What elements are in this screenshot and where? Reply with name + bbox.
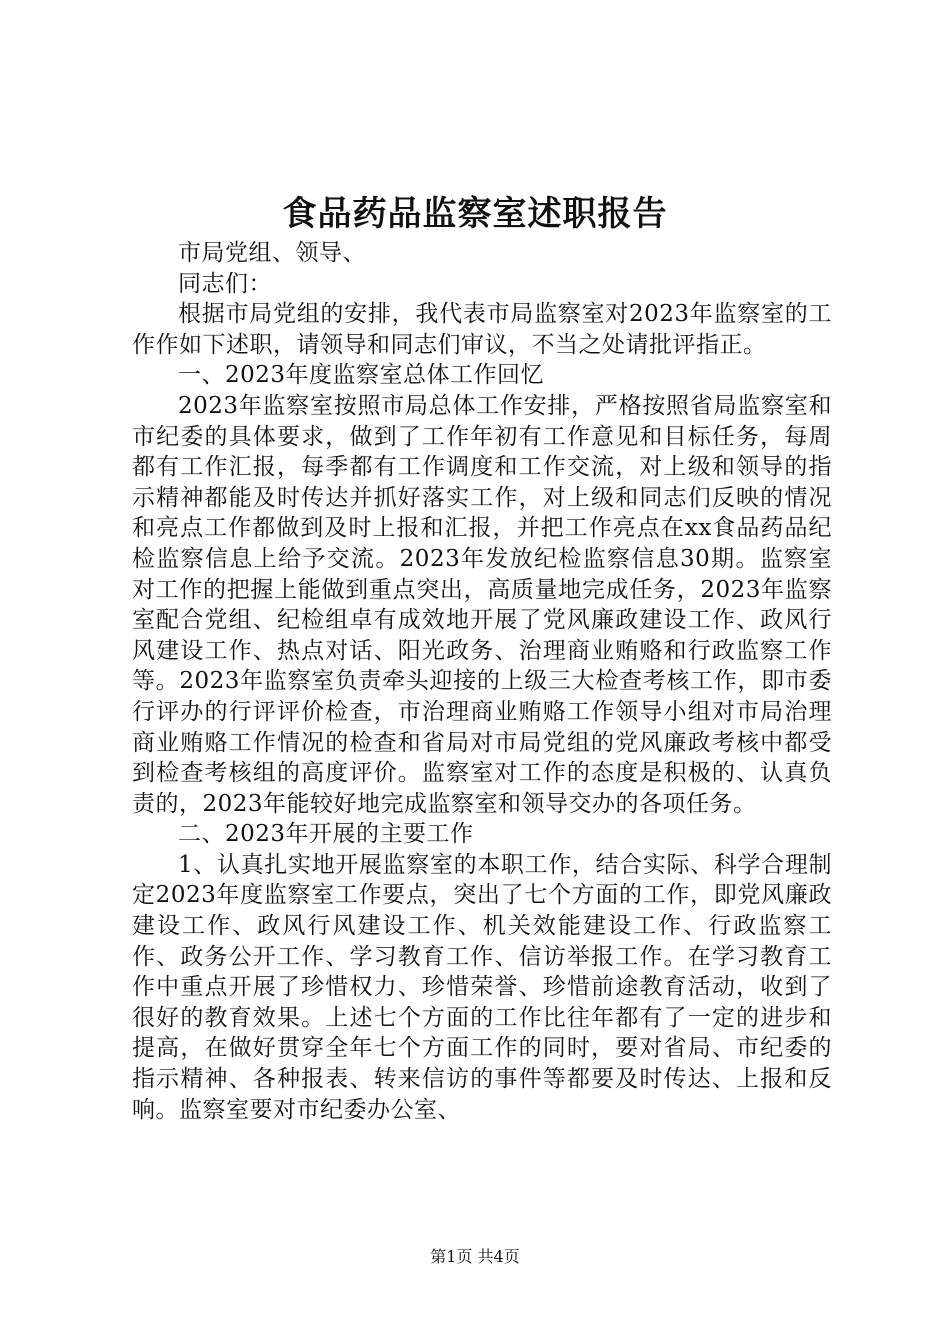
intro-paragraph: 根据市局党组的安排，我代表市局监察室对2023年监察室的工作作如下述职，请领导和同志们审议，不当之处请批评指正。 xyxy=(132,301,832,358)
salutation-line-2: 同志们： xyxy=(178,270,272,297)
section-2-paragraph: 1、认真扎实地开展监察室的本职工作，结合实际、科学合理制定2023年度监察室工作要点，突出了七个方面的工作，即党风廉政建设工作、政风行风建设工作、机关效能建设工作、行政监察工作、政务公开工作、学习教育工作、信访举报工作。在学习教育工作中重点开展了珍惜权力、珍惜荣誉、珍惜前途教育活动，收到了很好的教育效果。上述七个方面的工作比往年都有了一定的进步和提高，在做好贯穿全年七个方面工作的同时，要对省局、市纪委的指示精神、各种报表、转来信访的事件等都要及时传达、上报和反响。监察室要对市纪委办公室、 xyxy=(132,851,832,1123)
page-footer: 第1页 共4页 xyxy=(430,1247,520,1266)
section-1-paragraph: 2023年监察室按照市局总体工作安排，严格按照省局监察室和市纪委的具体要求，做到了工作年初有工作意见和目标任务，每周都有工作汇报，每季都有工作调度和工作交流，对上级和领导的指示精神都能及时传达并抓好落实工作，对上级和同志们反映的情况和亮点工作都做到及时上报和汇报，并把工作亮点在xx食品药品纪检监察信息上给予交流。2023年发放纪检监察信息30期。监察室对工作的把握上能做到重点突出，高质量地完成任务，2023年监察室配合党组、纪检组卓有成效地开展了党风廉政建设工作、政风行风建设工作、热点对话、阳光政务、治理商业贿赂和行政监察工作等。2023年监察室负责牵头迎接的上级三大检查考核工作，即市委行评办的行评评价检查，市治理商业贿赂工作领导小组对市局治理商业贿赂工作情况的检查和省局对市局党组的党风廉政考核中都受到检查考核组的高度评价。监察室对工作的态度是积极的、认真负责的，2023年能较好地完成监察室和领导交办的各项任务。 xyxy=(132,392,832,817)
document-title: 食品药品监察室述职报告 xyxy=(282,194,668,234)
section-heading-1: 一、2023年度监察室总体工作回忆 xyxy=(178,362,545,389)
section-heading-2: 二、2023年开展的主要工作 xyxy=(178,821,474,848)
salutation-line-1: 市局党组、领导、 xyxy=(178,240,366,266)
document-body xyxy=(132,238,832,1125)
